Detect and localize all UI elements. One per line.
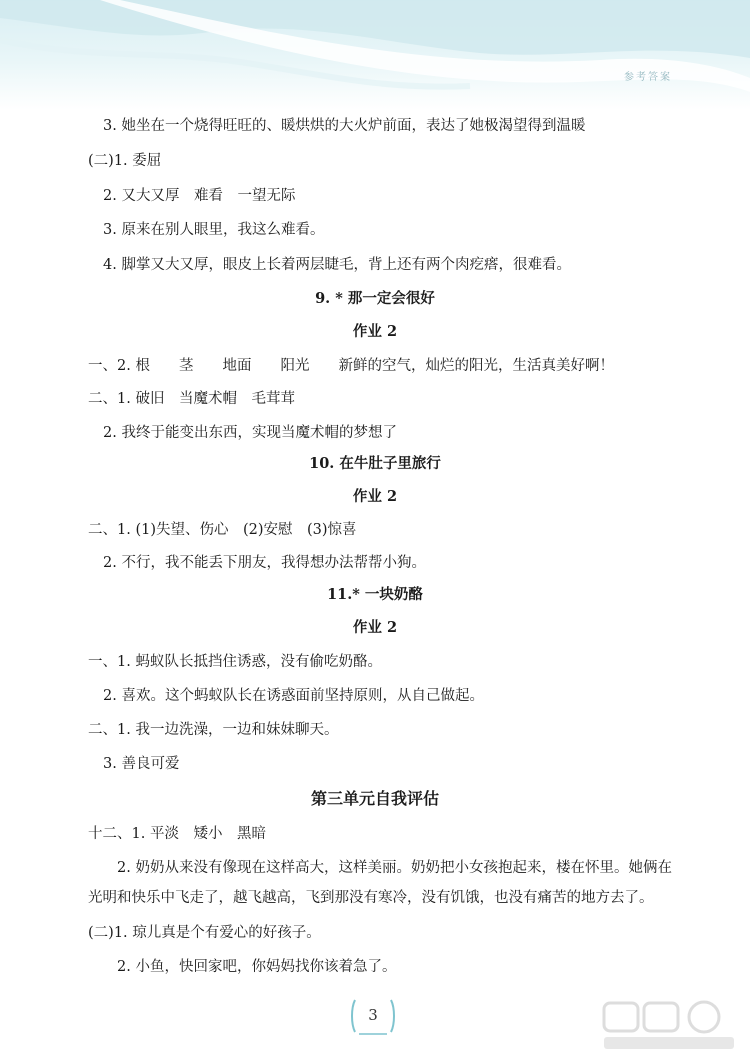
page-number: 3: [368, 1006, 378, 1024]
answer-line: 2. 喜欢。这个蚂蚁队长在诱惑面前坚持原则，从自己做起。: [103, 688, 484, 704]
answer-line: 二、1. 破旧 当魔术帽 毛茸茸: [88, 391, 295, 407]
answer-line: 2. 不行，我不能丢下朋友，我得想办法帮帮小狗。: [103, 555, 426, 571]
answer-line: 3. 她坐在一个烧得旺旺的、暖烘烘的大火炉前面，表达了她极渴望得到温暖: [103, 118, 586, 134]
answer-line: 一、1. 蚂蚁队长抵挡住诱惑，没有偷吃奶酪。: [88, 654, 382, 670]
answer-line: (二)1. 琼儿真是个有爱心的好孩子。: [88, 925, 321, 941]
answer-line: 3. 原来在别人眼里，我这么难看。: [103, 222, 325, 238]
answer-line: (二)1. 委屈: [88, 153, 162, 169]
answer-line: 2. 奶奶从来没有像现在这样高大，这样美丽。奶奶把小女孩抱起来，楼在怀里。她俩在: [117, 860, 672, 876]
answer-line: 二、1. 我一边洗澡，一边和妹妹聊天。: [88, 722, 339, 738]
lesson-heading: 10. 在牛肚子里旅行: [309, 455, 441, 472]
answer-line: 2. 又大又厚 难看 一望无际: [103, 188, 296, 204]
homework-heading: 作业 2: [352, 619, 398, 636]
answer-line: 2. 我终于能变出东西，实现当魔术帽的梦想了: [103, 425, 397, 441]
unit-heading: 第三单元自我评估: [310, 789, 439, 808]
answer-line: 二、1. (1)失望、伤心 (2)安慰 (3)惊喜: [88, 522, 357, 538]
answer-line: 光明和快乐中飞走了，越飞越高，飞到那没有寒冷，没有饥饿，也没有痛苦的地方去了。: [88, 890, 654, 906]
watermark-logo-icon: [600, 997, 740, 1053]
header-wave-decoration: [0, 0, 750, 120]
answer-line: 2. 小鱼，快回家吧，你妈妈找你该着急了。: [117, 959, 397, 975]
answer-line: 十二、1. 平淡 矮小 黑暗: [88, 826, 266, 842]
lesson-heading: 9. * 那一定会很好: [315, 290, 435, 307]
answer-line: 一、2. 根 茎 地面 阳光 新鲜的空气，灿烂的阳光，生活真美好啊！: [88, 358, 614, 374]
lesson-heading: 11.* 一块奶酪: [327, 586, 423, 603]
answer-line: 4. 脚掌又大又厚，眼皮上长着两层睫毛，背上还有两个肉疙瘩，很难看。: [103, 257, 571, 273]
homework-heading: 作业 2: [352, 488, 398, 505]
answer-line: 3. 善良可爱: [103, 756, 180, 772]
header-label: 参考答案: [624, 72, 672, 83]
homework-heading: 作业 2: [352, 323, 398, 340]
